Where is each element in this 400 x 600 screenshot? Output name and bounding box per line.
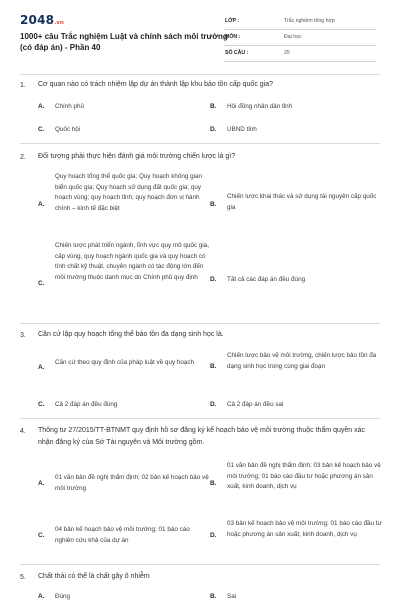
- divider: [20, 418, 380, 419]
- option-letter: C.: [38, 532, 45, 539]
- option-text: Tất cả các đáp án đều đúng: [227, 276, 306, 283]
- option-text: Sai: [227, 593, 237, 600]
- divider: [20, 143, 380, 144]
- meta-row-count: [224, 46, 376, 62]
- question-text: Thông tư 27/2015/TT-BTNMT quy định hồ sơ đăng ký kế hoạch bảo vệ môi trường thuộc thẩm quyền xác nhận đăng ký của Sở Tài nguyên và Môi trường gồm.: [38, 427, 365, 446]
- option-text: Cả 2 đáp án đều sai: [227, 401, 284, 408]
- divider: [20, 74, 380, 75]
- option-text: Quốc hội: [55, 126, 81, 133]
- option-text: UBND tỉnh: [227, 126, 257, 133]
- site-logo[interactable]: [20, 13, 64, 27]
- option-letter: B.: [210, 480, 217, 487]
- option-text: 03 bản kế hoạch bảo vệ môi trường; 01 báo cáo đầu tư hoặc phương án sản xuất, kinh doanh, dịch vụ: [227, 520, 382, 538]
- question-number: 2.: [20, 154, 26, 161]
- meta-value: Trắc nghiệm tổng hợp: [284, 18, 335, 24]
- option-text: Căn cứ theo quy định của pháp luật về quy hoạch: [55, 359, 194, 366]
- option-letter: D.: [210, 532, 217, 539]
- option-text: 04 bản kế hoạch bảo vệ môi trường; 01 báo cáo nghiên cứu khả của dự án: [55, 526, 190, 544]
- question-number: 3.: [20, 332, 26, 339]
- meta-value: Đại học: [284, 34, 302, 40]
- option-letter: B.: [210, 201, 217, 208]
- option-letter: A.: [38, 480, 45, 487]
- option-text: Chiến lược khai thác và sử dụng tài nguyên cấp quốc gia: [227, 193, 377, 211]
- option-text: Chiến lược phát triển ngành, lĩnh vực quy mô quốc gia, cấp vùng, quy hoạch ngành quốc gia và quy hoạch có tính chất kỹ thuật, chuyên ngành có tác động lớn đến môi trường thuộc danh mục do Chính phủ quy định: [55, 242, 209, 282]
- question-text: Cơ quan nào có trách nhiệm lập dự án thành lập khu bảo tồn cấp quốc gia?: [38, 81, 273, 88]
- question-number: 1.: [20, 82, 26, 89]
- logo-suffix: .vn: [54, 20, 64, 26]
- option-text: Quy hoạch tổng thể quốc gia; Quy hoạch không gian biển quốc gia; Quy hoạch sử dụng đất quốc gia; quy hoạch vùng; quy hoạch tỉnh; quy hoạch đơn vị hành chính – kinh tế đặc biệt: [55, 173, 203, 213]
- question-text: Đối tượng phải thực hiện đánh giá môi trường chiến lược là gì?: [38, 153, 236, 160]
- option-letter: C.: [38, 280, 45, 287]
- meta-label: SỐ CÂU :: [225, 50, 249, 56]
- logo-text: 2048: [20, 13, 55, 27]
- header: [0, 0, 400, 70]
- question-text: Chất thải có thể là chất gây ô nhiễm: [38, 573, 150, 580]
- option-letter: B.: [210, 103, 217, 110]
- option-letter: A.: [38, 103, 45, 110]
- divider: [20, 564, 380, 565]
- option-text: Chiến lược bảo vệ môi trường, chiến lược bảo tồn đa dạng sinh học trong cùng giai đoạn: [227, 352, 377, 370]
- option-letter: D.: [210, 276, 217, 283]
- option-text: 01 văn bản đề nghị thẩm định; 02 bản kế hoạch bảo vệ môi trường: [55, 474, 209, 492]
- question-number: 5.: [20, 574, 26, 581]
- question-text: Căn cứ lập quy hoạch tổng thể bảo tồn đa dạng sinh học là.: [38, 331, 224, 338]
- option-letter: C.: [38, 401, 45, 408]
- option-text: 01 văn bản đề nghị thẩm định; 03 bản kế hoạch bảo vệ môi trường; 01 báo cáo đầu tư hoặc phương án sản xuất, kinh doanh, dịch vụ: [227, 462, 381, 491]
- meta-value: 25: [284, 50, 290, 56]
- divider: [20, 323, 380, 324]
- option-letter: A.: [38, 364, 45, 371]
- meta-label: LỚP :: [225, 18, 240, 24]
- option-text: Đúng: [55, 593, 71, 600]
- option-letter: A.: [38, 201, 45, 208]
- option-text: Chính phủ: [55, 103, 85, 110]
- option-letter: C.: [38, 126, 45, 133]
- option-letter: B.: [210, 593, 217, 600]
- option-text: Hội đồng nhân dân tỉnh: [227, 103, 293, 110]
- option-letter: A.: [38, 593, 45, 600]
- option-letter: B.: [210, 363, 217, 370]
- meta-label: MÔN :: [225, 34, 241, 40]
- option-letter: D.: [210, 401, 217, 408]
- option-letter: D.: [210, 126, 217, 133]
- meta-row-class: [224, 14, 376, 30]
- meta-row-subject: [224, 30, 376, 46]
- question-number: 4.: [20, 428, 26, 435]
- meta-table: [224, 14, 376, 62]
- option-text: Cả 2 đáp án đều đúng: [55, 401, 118, 408]
- page-title: 1000+ câu Trắc nghiệm Luật và chính sách môi trường (có đáp án) - Phần 40: [20, 32, 228, 52]
